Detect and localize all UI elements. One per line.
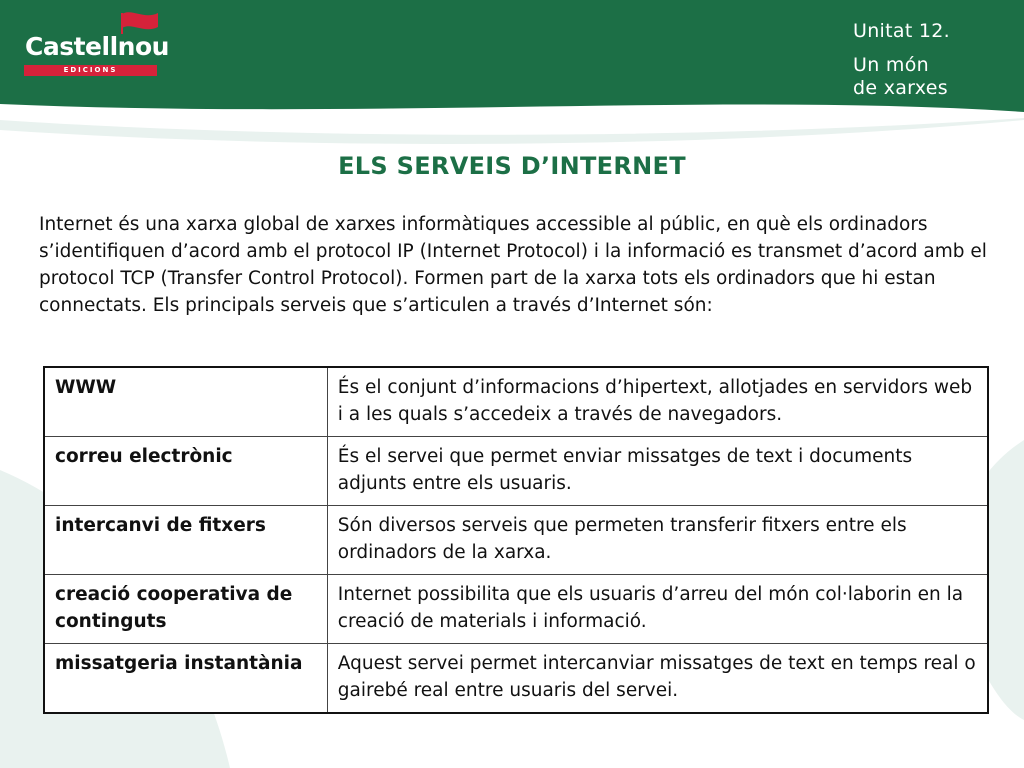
service-description: Aquest servei permet intercanviar missatges de text en temps real o gairebé real entre usuaris del servei. (327, 644, 988, 714)
mid-wave (0, 118, 1024, 144)
service-term: WWW (44, 367, 327, 437)
service-term: creació cooperativa de continguts (44, 575, 327, 644)
service-description: Internet possibilita que els usuaris d’arreu del món col·laborin en la creació de materials i informació. (327, 575, 988, 644)
service-description: És el servei que permet enviar missatges de text i documents adjunts entre els usuaris. (327, 437, 988, 506)
castellnou-logo (22, 10, 169, 80)
service-term: intercanvi de fitxers (44, 506, 327, 575)
service-description: Són diversos serveis que permeten transferir fitxers entre els ordinadors de la xarxa. (327, 506, 988, 575)
services-table (43, 366, 989, 714)
table-row (44, 644, 988, 714)
table-row (44, 506, 988, 575)
table-row (44, 437, 988, 506)
service-term: correu electrònic (44, 437, 327, 506)
service-term: missatgeria instantània (44, 644, 327, 714)
unit-number: Unitat 12. (853, 20, 951, 42)
unit-subtitle-line2: de xarxes (853, 77, 948, 99)
table-row (44, 575, 988, 644)
page-title: ELS SERVEIS D’INTERNET (338, 152, 686, 180)
unit-subtitle-line1: Un món (853, 54, 929, 76)
flag-icon (120, 10, 160, 34)
service-description: És el conjunt d’informacions d’hipertext, allotjades en servidors web i a les quals s’accedeix a través de navegadors. (327, 367, 988, 437)
intro-paragraph: Internet és una xarxa global de xarxes informàtiques accessible al públic, en què els ordinadors s’identifiquen d’acord amb el protocol IP (Internet Protocol) i la informació es transmet d’acord amb el protocol TCP (Transfer Control Protocol). Formen part de la xarxa tots els ordinadors que hi estan connectats. Els principals serveis que s’articulen a través d’Internet són: (39, 214, 987, 316)
logo-name: Castellnou (25, 32, 169, 61)
unit-title (853, 20, 950, 100)
logo-subtitle: EDICIONS (63, 66, 118, 74)
table-row (44, 367, 988, 437)
